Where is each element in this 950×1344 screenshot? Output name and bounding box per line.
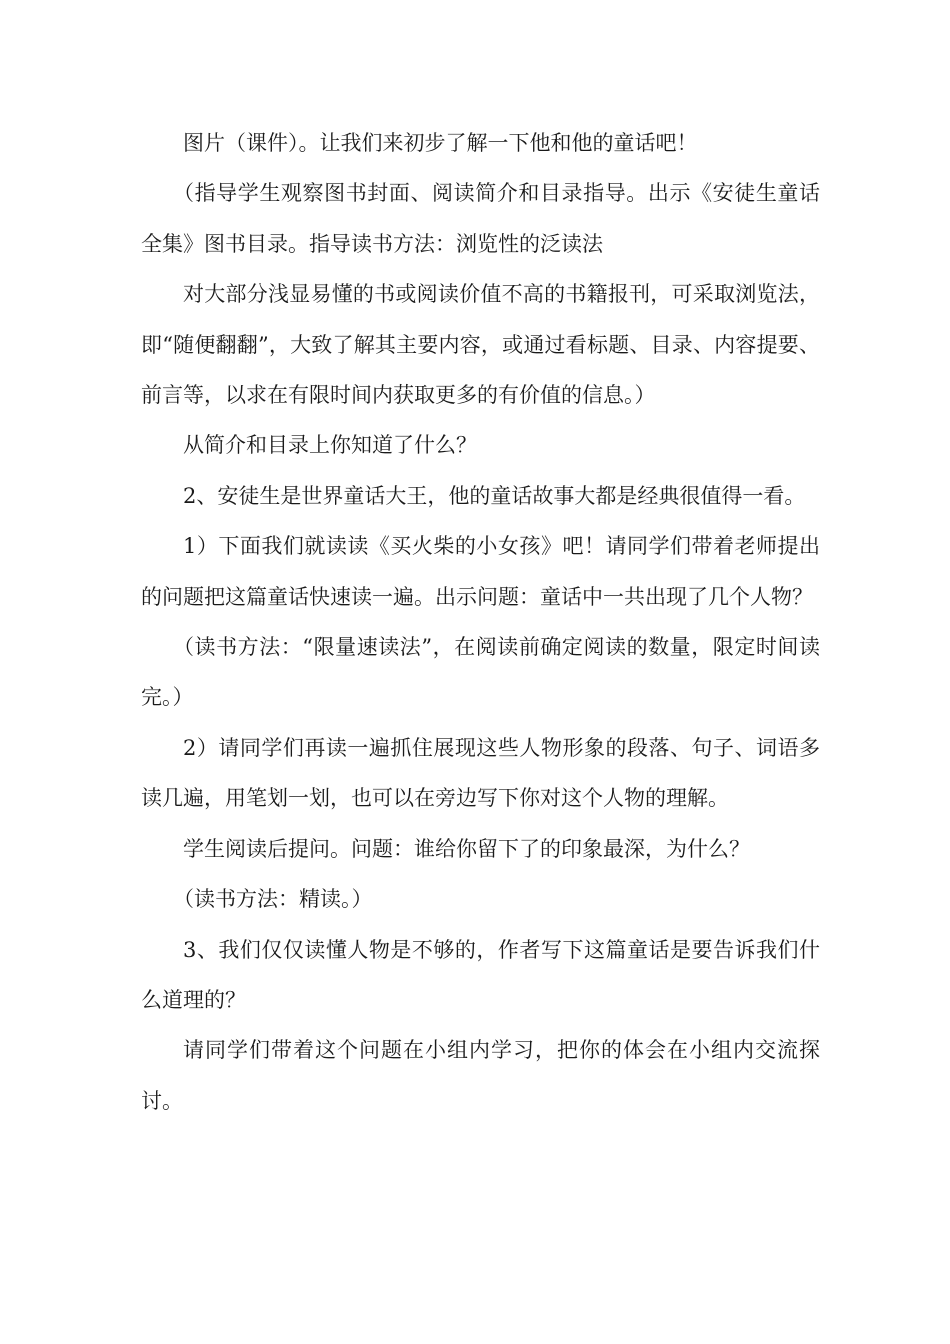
paragraph-1: 图片（课件）。让我们来初步了解一下他和他的童话吧！: [183, 131, 698, 155]
paragraph-12: 请同学们带着这个问题在小组内学习，把你的体会在小组内交流探讨。: [141, 1038, 820, 1113]
paragraph-7: （读书方法：“限量速读法”，在阅读前确定阅读的数量，限定时间读完。）: [141, 635, 820, 710]
paragraph-10: （读书方法：精读。）: [173, 887, 373, 912]
document-body: [141, 118, 820, 1126]
paragraph-5: 2、安徒生是世界童话大王，他的童话故事大都是经典很值得一看。: [183, 483, 806, 508]
paragraph-9: 学生阅读后提问。问题：谁给你留下了的印象最深，为什么？: [183, 836, 750, 861]
paragraph-8: 2）请同学们再读一遍抓住展现这些人物形象的段落、句子、词语多读几遍，用笔划一划，也可以在旁边写下你对这个人物的理解。: [141, 735, 820, 811]
paragraph-2: （指导学生观察图书封面、阅读简介和目录指导。出示《安徒生童话全集》图书目录。指导读书方法：浏览性的泛读法: [141, 181, 820, 256]
paragraph-3: 对大部分浅显易懂的书或阅读价值不高的书籍报刊，可采取浏览法，即“随便翻翻”，大致了解其主要内容，或通过看标题、目录、内容提要、前言等，以求在有限时间内获取更多的有价值的信息。）: [141, 282, 820, 408]
paragraph-11: 3、我们仅仅读懂人物是不够的，作者写下这篇童话是要告诉我们什么道理的？: [141, 937, 820, 1012]
paragraph-4: 从简介和目录上你知道了什么？: [183, 433, 477, 458]
paragraph-6: 1）下面我们就读读《买火柴的小女孩》吧！请同学们带着老师提出的问题把这篇童话快速读一遍。出示问题：童话中一共出现了几个人物？: [141, 534, 820, 609]
